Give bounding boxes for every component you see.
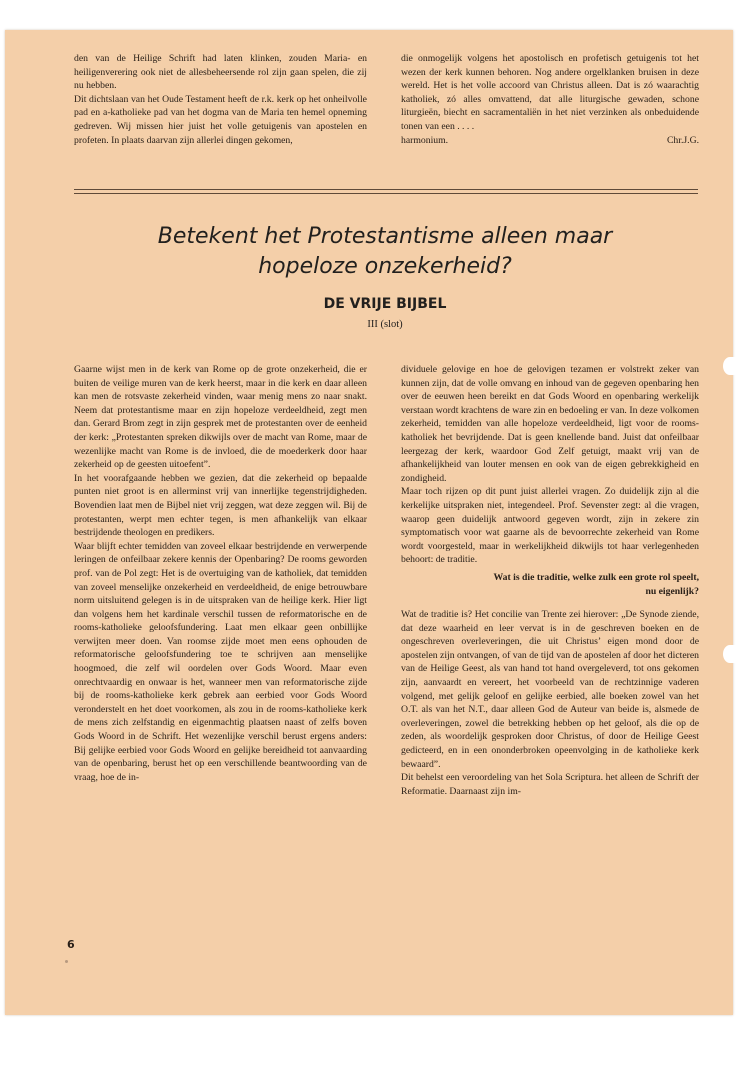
paragraph: dividuele gelovige en hoe de gelovigen tezamen er volstrekt zeker van kunnen zijn, dat de volle omvang en inhoud van de gegeven openbaring hen over de eeuwen heen bereikt en dat Gods Woord en openbaring werkelijk verstaan wordt krachtens de ware zin en bedoeling er van. In deze volkomen zekerheid, temidden van alle hopeloze verdeeldheid, ligt voor de rooms-katholiek het bevrijdende. Dat is geen knellende band. Juist dat onfeilbaar leergezag der kerk, waardoor God Zelf getuigt, maakt vrij van de afhankelijkheid van louter mensen en ook van de eigen gebrekkigheid en zondigheid. bbox=[401, 364, 699, 484]
article-part-label: III (slot) bbox=[367, 319, 403, 330]
paragraph: die onmogelijk volgens het apostolisch en profetisch getuigenis tot het wezen der kerk kunnen behoren. Nog andere orgelklanken bruisen in deze wereld. Het is het volle accoord van Christus alleen. Dat is zó waarachtig katholiek, zó alles omvattend, dat alle liturgische gewaden, schone liturgieën, biecht en sacramentaliën in het niet verzinken als onbeduidende tonen van een . . . . bbox=[401, 53, 699, 132]
paragraph: Dit behelst een veroordeling van het Sola Scriptura. het alleen de Schrift der Reformatie. Daarnaast zijn im- bbox=[401, 772, 699, 797]
author-signature: Chr.J.G. bbox=[666, 134, 699, 146]
section-question-heading: Wat is die traditie, welke zulk een grote rol speelt, nu eigenlijk? bbox=[493, 571, 699, 597]
paragraph: Maar toch rijzen op dit punt juist allerlei vragen. Zo duidelijk zijn al die kerkelijke uitspraken niet, integendeel. Prof. Sevenster zegt: al die vragen, waarop geen duidelijk antwoord gegeven wordt, zijn in zekere zin symptomatisch voor wat gaarne als de bevoorrechte zekerheid van Rome wordt voorgesteld, maar in werkelijkheid dikwijls tot haar verlegenheden behoort: de traditie. bbox=[401, 486, 699, 566]
magazine-page bbox=[5, 30, 733, 1015]
paragraph: Wat de traditie is? Het concilie van Trente zei hierover: „De Synode ziende, dat deze waarheid en leer vervat is in de geschreven boeken en de ongeschreven overleveringen, die uit Christus’ eigen mond door de apostelen zijn ontvangen, of van de tijd van de apostelen af door het dicteren van de Heilige Geest, als van hand tot hand overgeleverd, tot ons gekomen zijn, aanvaardt en vereert, het voorbeeld van de rechtzinnige vaderen volgend, met gelijk geloof en gelijke eerbied, alle boeken zowel van het O.T. als van het N.T., daar alleen God de Auteur van beide is, alsmede de overleveringen, zowel die betrekking hebben op het geloof, als die op de zeden, als woordelijk gesproken door Christus, of door de Heilige Geest gedicteerd, en in een ononderbroken opeenvolging in de katholieke kerk bewaard”. bbox=[401, 609, 699, 770]
title-line: hopeloze onzekerheid? bbox=[258, 254, 512, 279]
top-left-column bbox=[74, 52, 367, 147]
body-left-column bbox=[74, 363, 367, 784]
divider-rule bbox=[74, 189, 698, 190]
paper-speck bbox=[65, 960, 68, 963]
title-line: Betekent het Protestantisme alleen maar bbox=[157, 224, 613, 249]
closing-word: harmonium. bbox=[401, 134, 449, 146]
top-right-column bbox=[401, 52, 699, 147]
paragraph: den van de Heilige Schrift had laten klinken, zouden Maria- en heiligenverering ook niet de allesbeheersende rol zijn gaan spelen, die zij nu hebben. bbox=[74, 53, 367, 92]
article-title bbox=[65, 222, 705, 282]
article-subheading: DE VRIJE BIJBEL bbox=[323, 296, 447, 312]
page-number: 6 bbox=[67, 938, 75, 951]
paragraph: In het voorafgaande hebben we gezien, dat die zekerheid op bepaalde punten niet groot is en allerminst vrij van innerlijke tegenstrijdigheden. Bovendien laat men de Bijbel niet vrij zeggen, wat deze zeggen wil. Bij de protestanten, werpt men echter tegen, is men afhankelijk van elkaar bestrijdende theologen en predikers. bbox=[74, 472, 367, 539]
paragraph: Dit dichtslaan van het Oude Testament heeft de r.k. kerk op het onheilvolle pad en a-katholieke pad van het dogma van de Maria ten hemel opneming gedreven. Wij missen hier juist het volle getuigenis van apostelen en profeten. In plaats daarvan zijn allerlei dingen gekomen, bbox=[74, 93, 367, 146]
body-right-column bbox=[401, 363, 699, 798]
binding-hole bbox=[723, 645, 737, 663]
paragraph: Waar blijft echter temidden van zoveel elkaar bestrijdende en verwerpende leringen de onfeilbaar zekere kennis der Openbaring? De rooms geworden prof. van de Pol zegt: Het is de overtuiging van de katholiek, dat temidden van zoveel menselijke onzekerheid en verdeeldheid, de enige betrouwbare norm uitsluitend gelegen is in de uitspraken van de heilige kerk. Hier ligt dan volgens hem het kardinale verschil tussen de reformatorische en de rooms-katholieke geloofsfundering. Laat men elkaar geen onbillijke verwijten meer doen. Van roomse zijde moet men eens ophouden de reformatorische geloofsfundering toe te schrijven aan menselijke hoogmoed, die zelf wil oordelen over Gods Woord. Maar even onrechtvaardig en onwaar is het, wanneer men van reformatorische zijde bij de rooms-katholieke kerk gebrek aan eerbied voor Gods Woord veronderstelt en het doet voorkomen, als zou in de rooms-katholieke kerk de mens zich zelfstandig en eigenmachtig plaatsen naast of zelfs boven Gods Woord in de Schrift. Het wezenlijke verschil berust ergens anders: Bij gelijke eerbied voor Gods Woord en gelijke bereidheid tot aanvaarding van de openbaring, berust het op een verschillende beantwoording van de vraag, hoe de in- bbox=[74, 540, 367, 783]
divider-rule bbox=[74, 193, 698, 194]
paragraph: Gaarne wijst men in de kerk van Rome op de grote onzekerheid, die er buiten de veilige muren van de kerk heerst, maar in die kerk en daar alleen kan men de rotsvaste zekerheid vinden, waar menig mens zo naar snakt. Neem dat protestantisme maar en zijn hopeloze verdeeldheid, zegt men dan. Gerard Brom zegt in zijn gesprek met de protestanten over de eenheid der kerk: „Protestanten spreken dikwijls over de macht van Rome, maar de wezenlijke macht van Rome is de invloed, die de moederkerk door haar zekerheid op de geesten uitoefent”. bbox=[74, 364, 367, 471]
binding-hole bbox=[723, 357, 737, 375]
closing-line bbox=[401, 134, 699, 148]
